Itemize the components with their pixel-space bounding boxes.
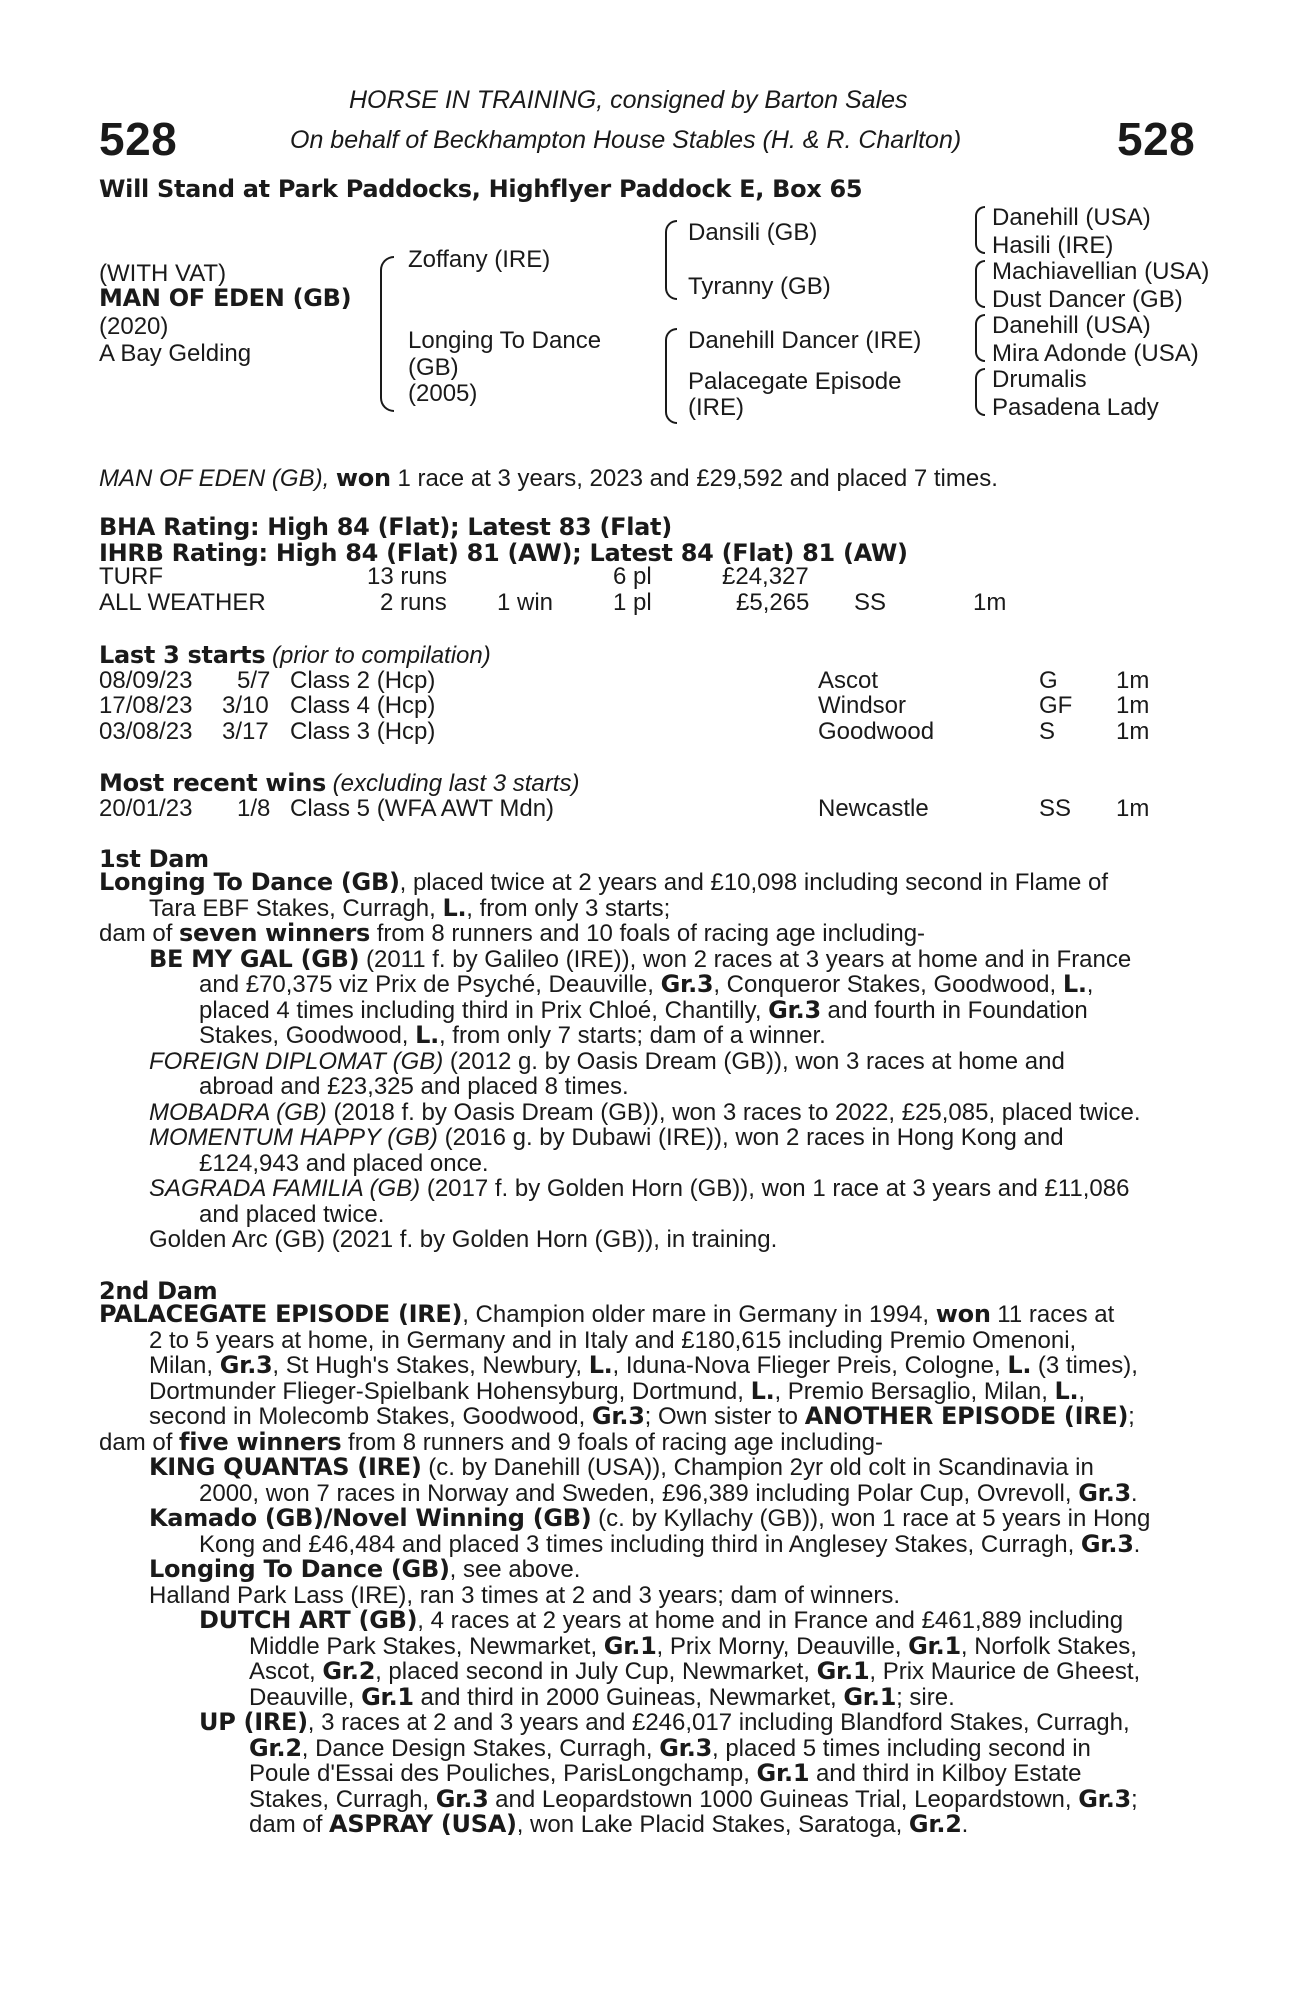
text-line [99,1784,1197,1813]
text-line [99,1227,1197,1253]
plain-text: Deauville, [249,1683,362,1711]
plain-text: Poule d'Essai des Pouliches, ParisLongchamp, [249,1760,757,1787]
text-line [99,1202,1197,1228]
bold-text: L. [750,1376,775,1405]
pedigree-g3a: Danehill (USA) [992,312,1151,339]
text-line [99,1733,1197,1762]
plain-text: , placed twice at 2 years and £10,098 including second in Flame of [399,869,1109,896]
plain-text: , Norfolk Stakes, [960,1632,1137,1660]
plain-text: . [1133,1530,1141,1558]
text-line [99,1151,1197,1177]
text-line [99,1074,1197,1100]
plain-text: from 8 runners and 9 foals of racing age including- [341,1428,884,1456]
plain-text: , [1086,971,1094,998]
text-line [99,972,1197,998]
text-line [99,893,1197,922]
plain-text: Tara EBF Stakes, Curragh, [149,894,443,922]
text-line [99,1455,1197,1481]
bold-text: KING QUANTAS (IRE) [149,1453,422,1481]
vat-note: (WITH VAT) [99,260,227,287]
plain-text: second in Molecomb Stakes, Goodwood, [149,1403,592,1430]
bold-text: L. [588,1351,613,1379]
summary-horse-name: MAN OF EDEN (GB), [99,465,330,492]
start-course: Windsor [818,692,907,719]
lot-number-right: 528 [1117,113,1196,165]
plain-text: , Champion older mare in Germany in 1994, [462,1301,936,1328]
bold-text: Gr.1 [603,1631,657,1660]
plain-text: 11 races at [990,1301,1115,1328]
bold-text: Gr.2 [908,1810,962,1838]
plain-text: Middle Park Stakes, Newmarket, [249,1632,604,1660]
brace-g4 [975,368,985,416]
text-line [99,1608,1197,1634]
bold-text: BE MY GAL (GB) [149,944,360,973]
recent-wins-heading: Most recent wins (excluding last 3 starts) [99,769,580,797]
text-line [99,1427,1197,1456]
text-line [99,1682,1197,1711]
record-surface: TURF [99,563,163,590]
plain-text: dam of [249,1811,330,1838]
win-course: Newcastle [818,795,929,822]
lot-number-left: 528 [99,113,178,165]
plain-text: . [961,1811,969,1838]
text-line [99,1631,1197,1660]
first-dam-text [99,870,1197,1253]
plain-text: abroad and £23,325 and placed 8 times. [199,1073,629,1100]
plain-text: , won Lake Placid Stakes, Saratoga, [516,1811,909,1838]
record-prize: £24,327 [722,563,809,590]
record-placed: 1 pl [613,589,652,616]
record-placed: 6 pl [613,563,652,590]
bold-text: L. [1007,1351,1032,1379]
plain-text: 2 to 5 years at home, in Germany and in Italy and £180,615 including Premio Omenoni, [149,1326,1077,1354]
pedigree-g2b: Dust Dancer (GB) [992,286,1183,313]
text-line [99,1404,1197,1430]
start-distance: 1m [1116,718,1150,745]
text-line [99,1176,1197,1202]
vendor-line: On behalf of Beckhampton House Stables (H. & R. Charlton) [290,126,962,154]
bold-text: Gr.1 [361,1682,414,1711]
bold-text: Longing To Dance (GB) [149,1555,450,1583]
pedigree-dam-country: (GB) [408,354,459,381]
record-distance: 1m [973,589,1007,616]
plain-text: , 4 races at 2 years at home and in France and £461,889 including [417,1607,1124,1634]
bold-text: Gr.1 [816,1657,870,1685]
summary-rest: 1 race at 3 years, 2023 and £29,592 and placed 7 times. [397,465,998,492]
start-going: G [1039,667,1058,694]
plain-text: , Prix Maurice de Gheest, [869,1658,1141,1685]
bold-text: Gr.3 [659,1733,712,1762]
plain-text: from 8 runners and 10 foals of racing age including- [370,920,926,947]
bold-text: Longing To Dance (GB) [99,868,400,896]
plain-text: , St Hugh's Stakes, Newbury, [272,1352,589,1379]
pedigree-dam-dam-country: (IRE) [688,394,744,421]
plain-text: , placed 5 times including second in [711,1734,1091,1762]
consignor-line: HORSE IN TRAINING, consigned by Barton Sales [349,86,908,114]
second-dam-heading: 2nd Dam [99,1277,218,1305]
text-line [99,1376,1197,1405]
brace-parents [380,256,394,412]
text-line [99,1100,1197,1126]
pedigree-g1a: Danehill (USA) [992,204,1151,231]
plain-text: , placed second in July Cup, Newmarket, [375,1658,817,1685]
bold-text: L. [442,893,467,922]
record-going: SS [854,589,887,616]
text-line [99,1125,1197,1151]
start-distance: 1m [1116,692,1150,719]
plain-text: (2018 f. by Oasis Dream (GB)), won 3 races to 2022, £25,085, placed twice. [326,1098,1141,1126]
bold-text: Gr.3 [435,1784,489,1813]
bold-text: L. [1062,970,1087,998]
pedigree-dam-year: (2005) [408,380,478,407]
pedigree-g2a: Machiavellian (USA) [992,258,1210,285]
summary-won: won [335,464,391,492]
bold-text: ANOTHER EPISODE (IRE) [804,1402,1129,1430]
bold-text: Gr.1 [756,1759,810,1787]
start-course: Goodwood [818,718,935,745]
pedigree-g4b: Pasadena Lady [992,394,1159,421]
pedigree-dam-name: Longing To Dance [408,327,602,354]
text-line [99,995,1197,1024]
pedigree-sire-dam: Tyranny (GB) [688,273,831,300]
start-going: S [1039,718,1056,745]
plain-text: (c. by Kyllachy (GB)), won 1 race at 5 years in Hong [591,1505,1151,1532]
bold-text: Gr.2 [322,1657,376,1685]
bold-text: Gr.3 [219,1351,273,1379]
pedigree-dam-sire: Danehill Dancer (IRE) [688,327,922,354]
bold-text: Gr.3 [768,995,821,1024]
italic-text: MOMENTUM HAPPY (GB) [149,1124,438,1151]
text-line [99,1302,1197,1328]
plain-text: Ascot, [249,1658,323,1685]
text-line [99,921,1197,947]
text-line [99,1812,1197,1838]
brace-dam-parents [665,328,677,424]
plain-text: dam of [99,1428,180,1456]
plain-text: 2000, won 7 races in Norway and Sweden, £96,389 including Polar Cup, Ovrevoll, [199,1479,1079,1507]
bold-text: five winners [179,1427,342,1456]
bha-rating: BHA Rating: High 84 (Flat); Latest 83 (Flat) [99,513,672,541]
start-class: Class 3 (Hcp) [290,718,436,745]
horse-description: A Bay Gelding [99,340,252,367]
start-going: GF [1039,692,1073,719]
plain-text: Stakes, Goodwood, [199,1022,416,1049]
win-class: Class 5 (WFA AWT Mdn) [290,795,555,822]
brace-g3 [975,314,985,362]
brace-g2 [975,260,985,308]
horse-name: MAN OF EDEN (GB) [99,284,352,312]
plain-text: ; [1130,1785,1138,1813]
text-line [99,1478,1197,1507]
plain-text: and placed twice. [199,1200,385,1228]
plain-text: , Iduna-Nova Flieger Preis, Cologne, [612,1352,1008,1379]
text-line [99,1583,1197,1609]
pedigree-dam-dam: Palacegate Episode [688,368,902,395]
brace-g1 [975,206,985,254]
text-line [99,1023,1197,1049]
first-dam-heading: 1st Dam [99,845,209,873]
plain-text: ; [1128,1403,1135,1430]
plain-text: £124,943 and placed once. [199,1149,489,1177]
plain-text: Kong and £46,484 and placed 3 times including third in Anglesey Stakes, Curragh, [199,1530,1081,1558]
bold-text: Gr.3 [660,970,714,998]
plain-text: (3 times), [1031,1352,1138,1379]
plain-text: Stakes, Curragh, [249,1785,436,1813]
plain-text: , Premio Bersaglio, Milan, [774,1377,1055,1405]
text-line [99,1761,1197,1787]
win-date: 20/01/23 [99,795,193,822]
plain-text: Golden Arc (GB) (2021 f. by Golden Horn (GB)), in training. [149,1226,778,1253]
record-wins: 1 win [497,589,554,616]
race-summary [99,464,998,493]
start-position: 3/10 [222,692,269,719]
bold-text: PALACEGATE EPISODE (IRE) [99,1300,463,1328]
text-line [99,1710,1197,1736]
bold-text: ASPRAY (USA) [329,1810,517,1838]
plain-text: and Leopardstown 1000 Guineas Trial, Leopardstown, [488,1785,1079,1813]
plain-text: placed 4 times including third in Prix Chloé, Chantilly, [199,996,769,1024]
text-line [99,1328,1197,1354]
plain-text: (2012 g. by Oasis Dream (GB)), won 3 races at home and [443,1047,1065,1075]
text-line [99,1506,1197,1532]
italic-text: FOREIGN DIPLOMAT (GB) [149,1047,444,1075]
ihrb-rating: IHRB Rating: High 84 (Flat) 81 (AW); Latest 84 (Flat) 81 (AW) [99,539,908,567]
pedigree-g1b: Hasili (IRE) [992,232,1114,259]
text-line [99,1353,1197,1379]
last-starts-heading: Last 3 starts (prior to compilation) [99,641,491,669]
bold-text: Gr.3 [1078,1784,1131,1813]
record-runs: 2 runs [380,589,447,616]
start-class: Class 4 (Hcp) [290,692,436,719]
record-surface: ALL WEATHER [99,589,266,616]
bold-text: Gr.3 [1078,1478,1131,1507]
plain-text: (2016 g. by Dubawi (IRE)), won 2 races in Hong Kong and [437,1124,1064,1151]
start-date: 17/08/23 [99,692,193,719]
text-line [99,870,1197,896]
foaling-year: (2020) [99,313,169,340]
text-line [99,1557,1197,1583]
bold-text: L. [415,1021,439,1049]
bold-text: UP (IRE) [199,1708,308,1736]
text-line [99,1659,1197,1685]
bold-text: Gr.3 [1080,1529,1134,1558]
plain-text: (c. by Danehill (USA)), Champion 2yr old colt in Scandinavia in [421,1454,1094,1481]
stand-location: Will Stand at Park Paddocks, Highflyer Paddock E, Box 65 [99,175,863,203]
text-line [99,1049,1197,1075]
bold-text: Gr.1 [908,1631,961,1660]
plain-text: ; sire. [896,1683,955,1711]
start-position: 5/7 [237,667,271,694]
italic-text: SAGRADA FAMILIA (GB) [149,1175,421,1202]
bold-text: Gr.3 [591,1402,645,1430]
plain-text: Milan, [149,1352,220,1379]
italic-text: MOBADRA (GB) [149,1098,327,1126]
plain-text: , Conqueror Stakes, Goodwood, [713,971,1063,998]
start-date: 03/08/23 [99,718,193,745]
bold-text: Gr.2 [249,1733,302,1762]
win-going: SS [1039,795,1072,822]
start-class: Class 2 (Hcp) [290,667,436,694]
plain-text: (2011 f. by Galileo (IRE)), won 2 races at 3 years at home and in France [359,945,1132,973]
brace-sire-parents [665,220,677,300]
record-runs: 13 runs [367,563,448,590]
start-date: 08/09/23 [99,667,193,694]
plain-text: (2017 f. by Golden Horn (GB)), won 1 race at 3 years and £11,086 [420,1175,1130,1202]
bold-text: DUTCH ART (GB) [199,1606,418,1634]
start-course: Ascot [818,667,879,694]
pedigree-sire: Zoffany (IRE) [408,246,551,273]
plain-text: , from only 3 starts; [466,894,671,922]
bold-text: Gr.1 [843,1682,897,1711]
plain-text: and third in 2000 Guineas, Newmarket, [413,1683,844,1711]
plain-text: . [1130,1479,1138,1507]
win-distance: 1m [1116,795,1150,822]
bold-text: Kamado (GB)/Novel Winning (GB) [149,1504,592,1532]
plain-text: , [1078,1377,1086,1405]
text-line [99,1529,1197,1558]
plain-text: , from only 7 starts; dam of a winner. [438,1022,826,1049]
pedigree-sire-sire: Dansili (GB) [688,219,818,246]
plain-text: ; Own sister to [644,1403,805,1430]
plain-text: Halland Park Lass (IRE), ran 3 times at 2 and 3 years; dam of winners. [149,1581,900,1609]
plain-text: , Prix Morny, Deauville, [656,1632,909,1660]
pedigree-g4a: Drumalis [992,366,1087,393]
plain-text: Dortmunder Flieger-Spielbank Hohensyburg, Dortmund, [149,1377,751,1405]
bold-text: L. [1054,1376,1079,1405]
plain-text: and third in Kilboy Estate [809,1760,1082,1787]
plain-text: , Dance Design Stakes, Curragh, [301,1734,660,1762]
second-dam-text [99,1302,1197,1838]
start-distance: 1m [1116,667,1150,694]
plain-text: , see above. [449,1556,581,1583]
bold-text: won [935,1300,991,1328]
win-position: 1/8 [237,795,271,822]
plain-text: and £70,375 viz Prix de Psyché, Deauville, [199,971,661,998]
text-line [99,944,1197,973]
start-position: 3/17 [222,718,269,745]
bold-text: seven winners [179,919,371,947]
plain-text: and fourth in Foundation [820,996,1088,1024]
record-prize: £5,265 [736,589,810,616]
plain-text: dam of [99,920,180,947]
plain-text: , 3 races at 2 and 3 years and £246,017 including Blandford Stakes, Curragh, [307,1709,1130,1736]
pedigree-g3b: Mira Adonde (USA) [992,340,1199,367]
